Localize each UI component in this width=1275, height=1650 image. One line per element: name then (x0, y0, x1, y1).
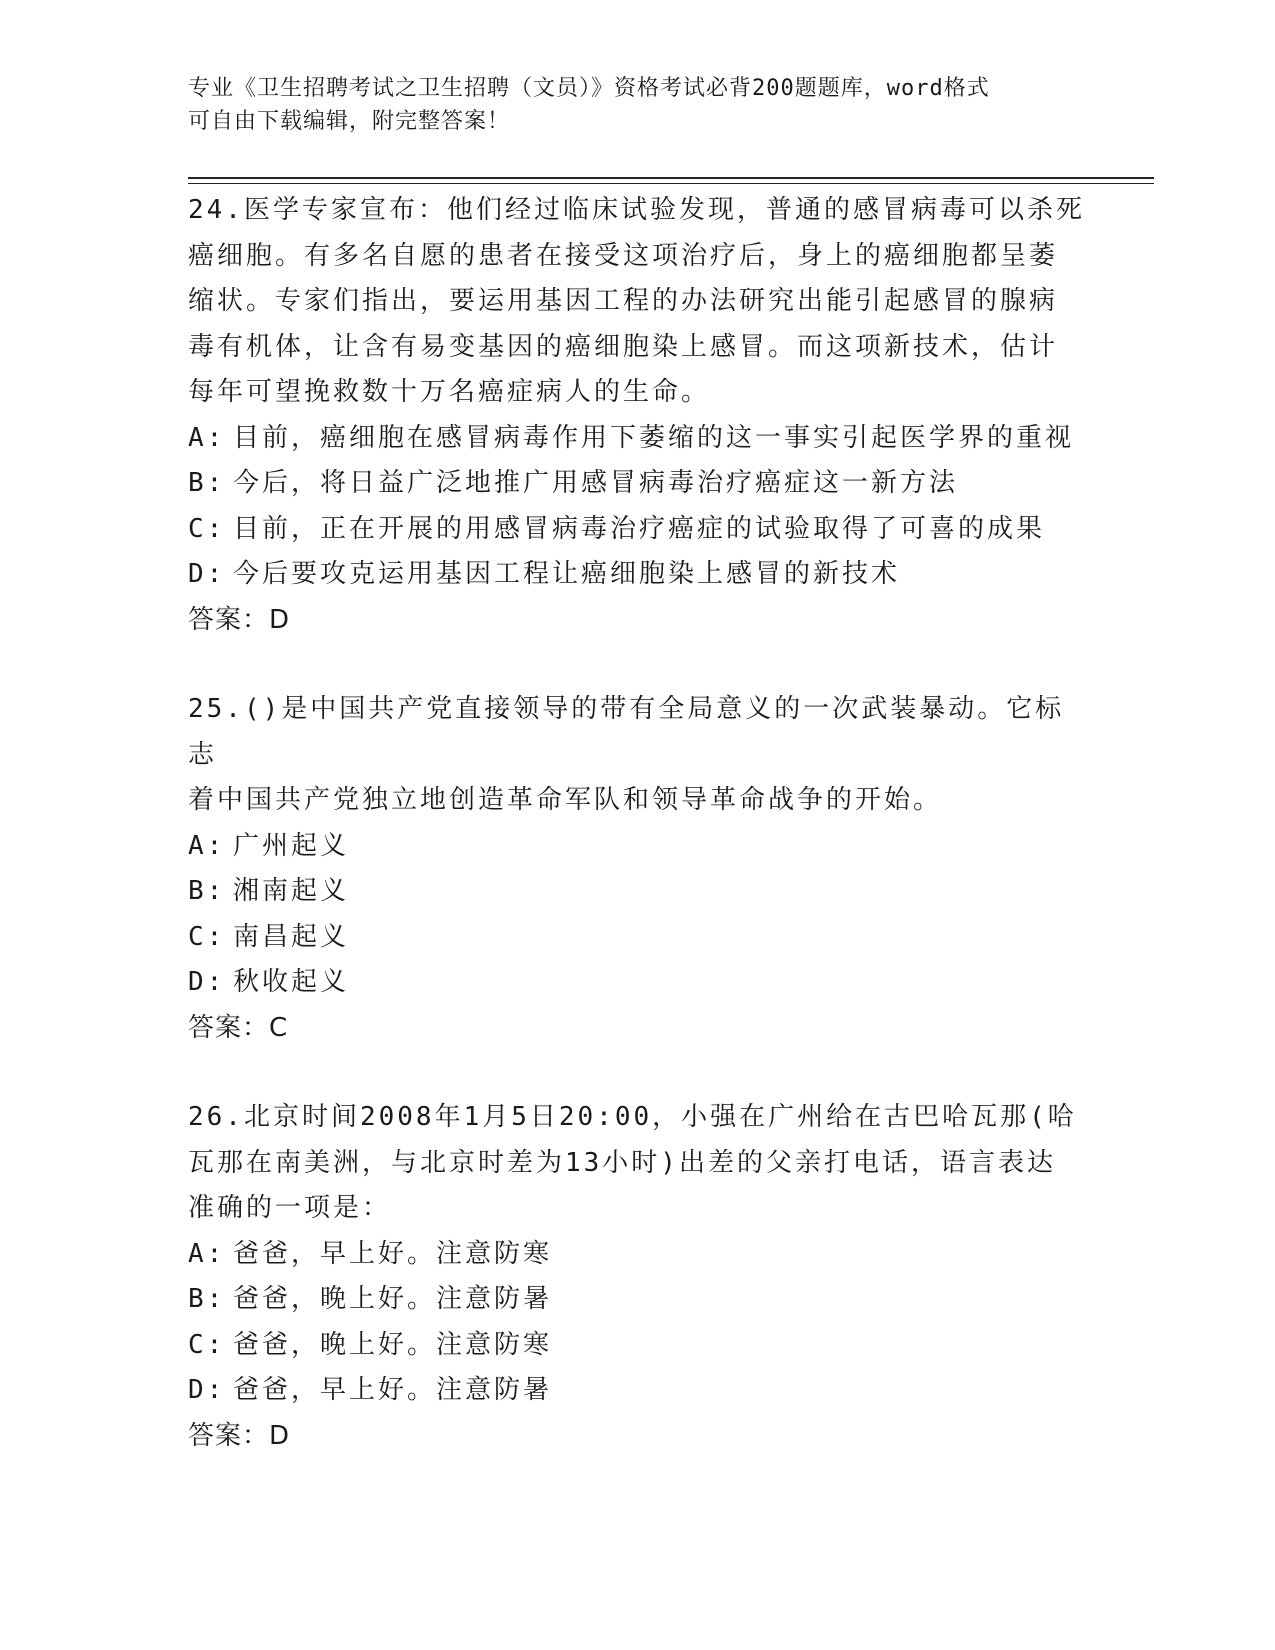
question-text-line: 26.北京时间2008年1月5日20:00，小强在广州给在古巴哈瓦那(哈 (188, 1102, 1077, 1132)
option-text: 今后要攻克运用基因工程让癌细胞染上感冒的新技术 (233, 559, 901, 589)
question-text-line: 缩状。专家们指出，要运用基因工程的办法研究出能引起感冒的腺病 (188, 286, 1059, 316)
answer-label: 答案：C (188, 1012, 289, 1043)
question-text-line: 着中国共产党独立地创造革命军队和领导革命战争的开始。 (188, 785, 943, 815)
option-b (188, 869, 1088, 915)
option-text: 南昌起义 (233, 921, 350, 952)
option-letter: C: (188, 1329, 226, 1360)
option-letter: C: (188, 513, 226, 544)
option-text: 爸爸，早上好。注意防暑 (233, 1375, 553, 1405)
option-a (188, 1232, 1088, 1278)
header-divider-thin (188, 183, 1154, 184)
option-text: 广州起义 (233, 830, 350, 861)
option-d (188, 1368, 1088, 1414)
option-letter: D: (188, 1375, 226, 1405)
option-text: 今后，将日益广泛地推广用感冒病毒治疗癌症这一新方法 (233, 468, 959, 498)
option-b (188, 1277, 1088, 1323)
header-line-1: 专业《卫生招聘考试之卫生招聘（文员）》资格考试必背200题题库，word格式 (188, 76, 990, 101)
option-text: 湘南起义 (233, 876, 350, 906)
question-text-line: 每年可望挽救数十万名癌症病人的生命。 (188, 377, 711, 407)
question-26 (188, 1095, 1088, 1459)
question-text-line: 准确的一项是： (188, 1193, 392, 1223)
option-letter: B: (188, 1284, 226, 1314)
option-b (188, 461, 1088, 507)
question-text-line: 25.()是中国共产党直接领导的带有全局意义的一次武装暴动。它标志 (188, 694, 1065, 770)
document-header (188, 72, 1068, 138)
option-text: 秋收起义 (233, 967, 350, 997)
option-text: 爸爸，早上好。注意防寒 (233, 1238, 553, 1269)
question-text-line: 24.医学专家宣布：他们经过临床试验发现，普通的感冒病毒可以杀死 (188, 195, 1085, 225)
header-divider-thick (188, 177, 1154, 179)
option-text: 目前，正在开展的用感冒病毒治疗癌症的试验取得了可喜的成果 (233, 513, 1046, 544)
option-a (188, 416, 1088, 462)
option-letter: A: (188, 1238, 226, 1269)
option-c (188, 507, 1088, 553)
question-text-line: 毒有机体，让含有易变基因的癌细胞染上感冒。而这项新技术，估计 (188, 331, 1059, 362)
option-c (188, 915, 1088, 961)
option-a (188, 824, 1088, 870)
answer-label: 答案：D (188, 1420, 291, 1451)
option-text: 爸爸，晚上好。注意防暑 (233, 1284, 553, 1314)
option-c (188, 1323, 1088, 1369)
option-text: 爸爸，晚上好。注意防寒 (233, 1329, 553, 1360)
question-24 (188, 188, 1088, 643)
question-text-line: 瓦那在南美洲，与北京时差为13小时)出差的父亲打电话，语言表达 (188, 1147, 1056, 1178)
option-d (188, 960, 1088, 1006)
answer-label: 答案：D (188, 604, 291, 635)
option-letter: A: (188, 830, 226, 861)
option-d (188, 552, 1088, 598)
option-letter: C: (188, 921, 226, 952)
option-letter: B: (188, 468, 226, 498)
option-letter: D: (188, 967, 226, 997)
question-25 (188, 687, 1088, 1051)
option-letter: A: (188, 422, 226, 453)
question-list (188, 188, 1088, 1503)
option-text: 目前，癌细胞在感冒病毒作用下萎缩的这一事实引起医学界的重视 (233, 422, 1075, 453)
option-letter: B: (188, 876, 226, 906)
question-text-line: 癌细胞。有多名自愿的患者在接受这项治疗后，身上的癌细胞都呈萎 (188, 240, 1059, 271)
header-line-2: 可自由下载编辑，附完整答案！ (188, 109, 511, 134)
option-letter: D: (188, 559, 226, 589)
